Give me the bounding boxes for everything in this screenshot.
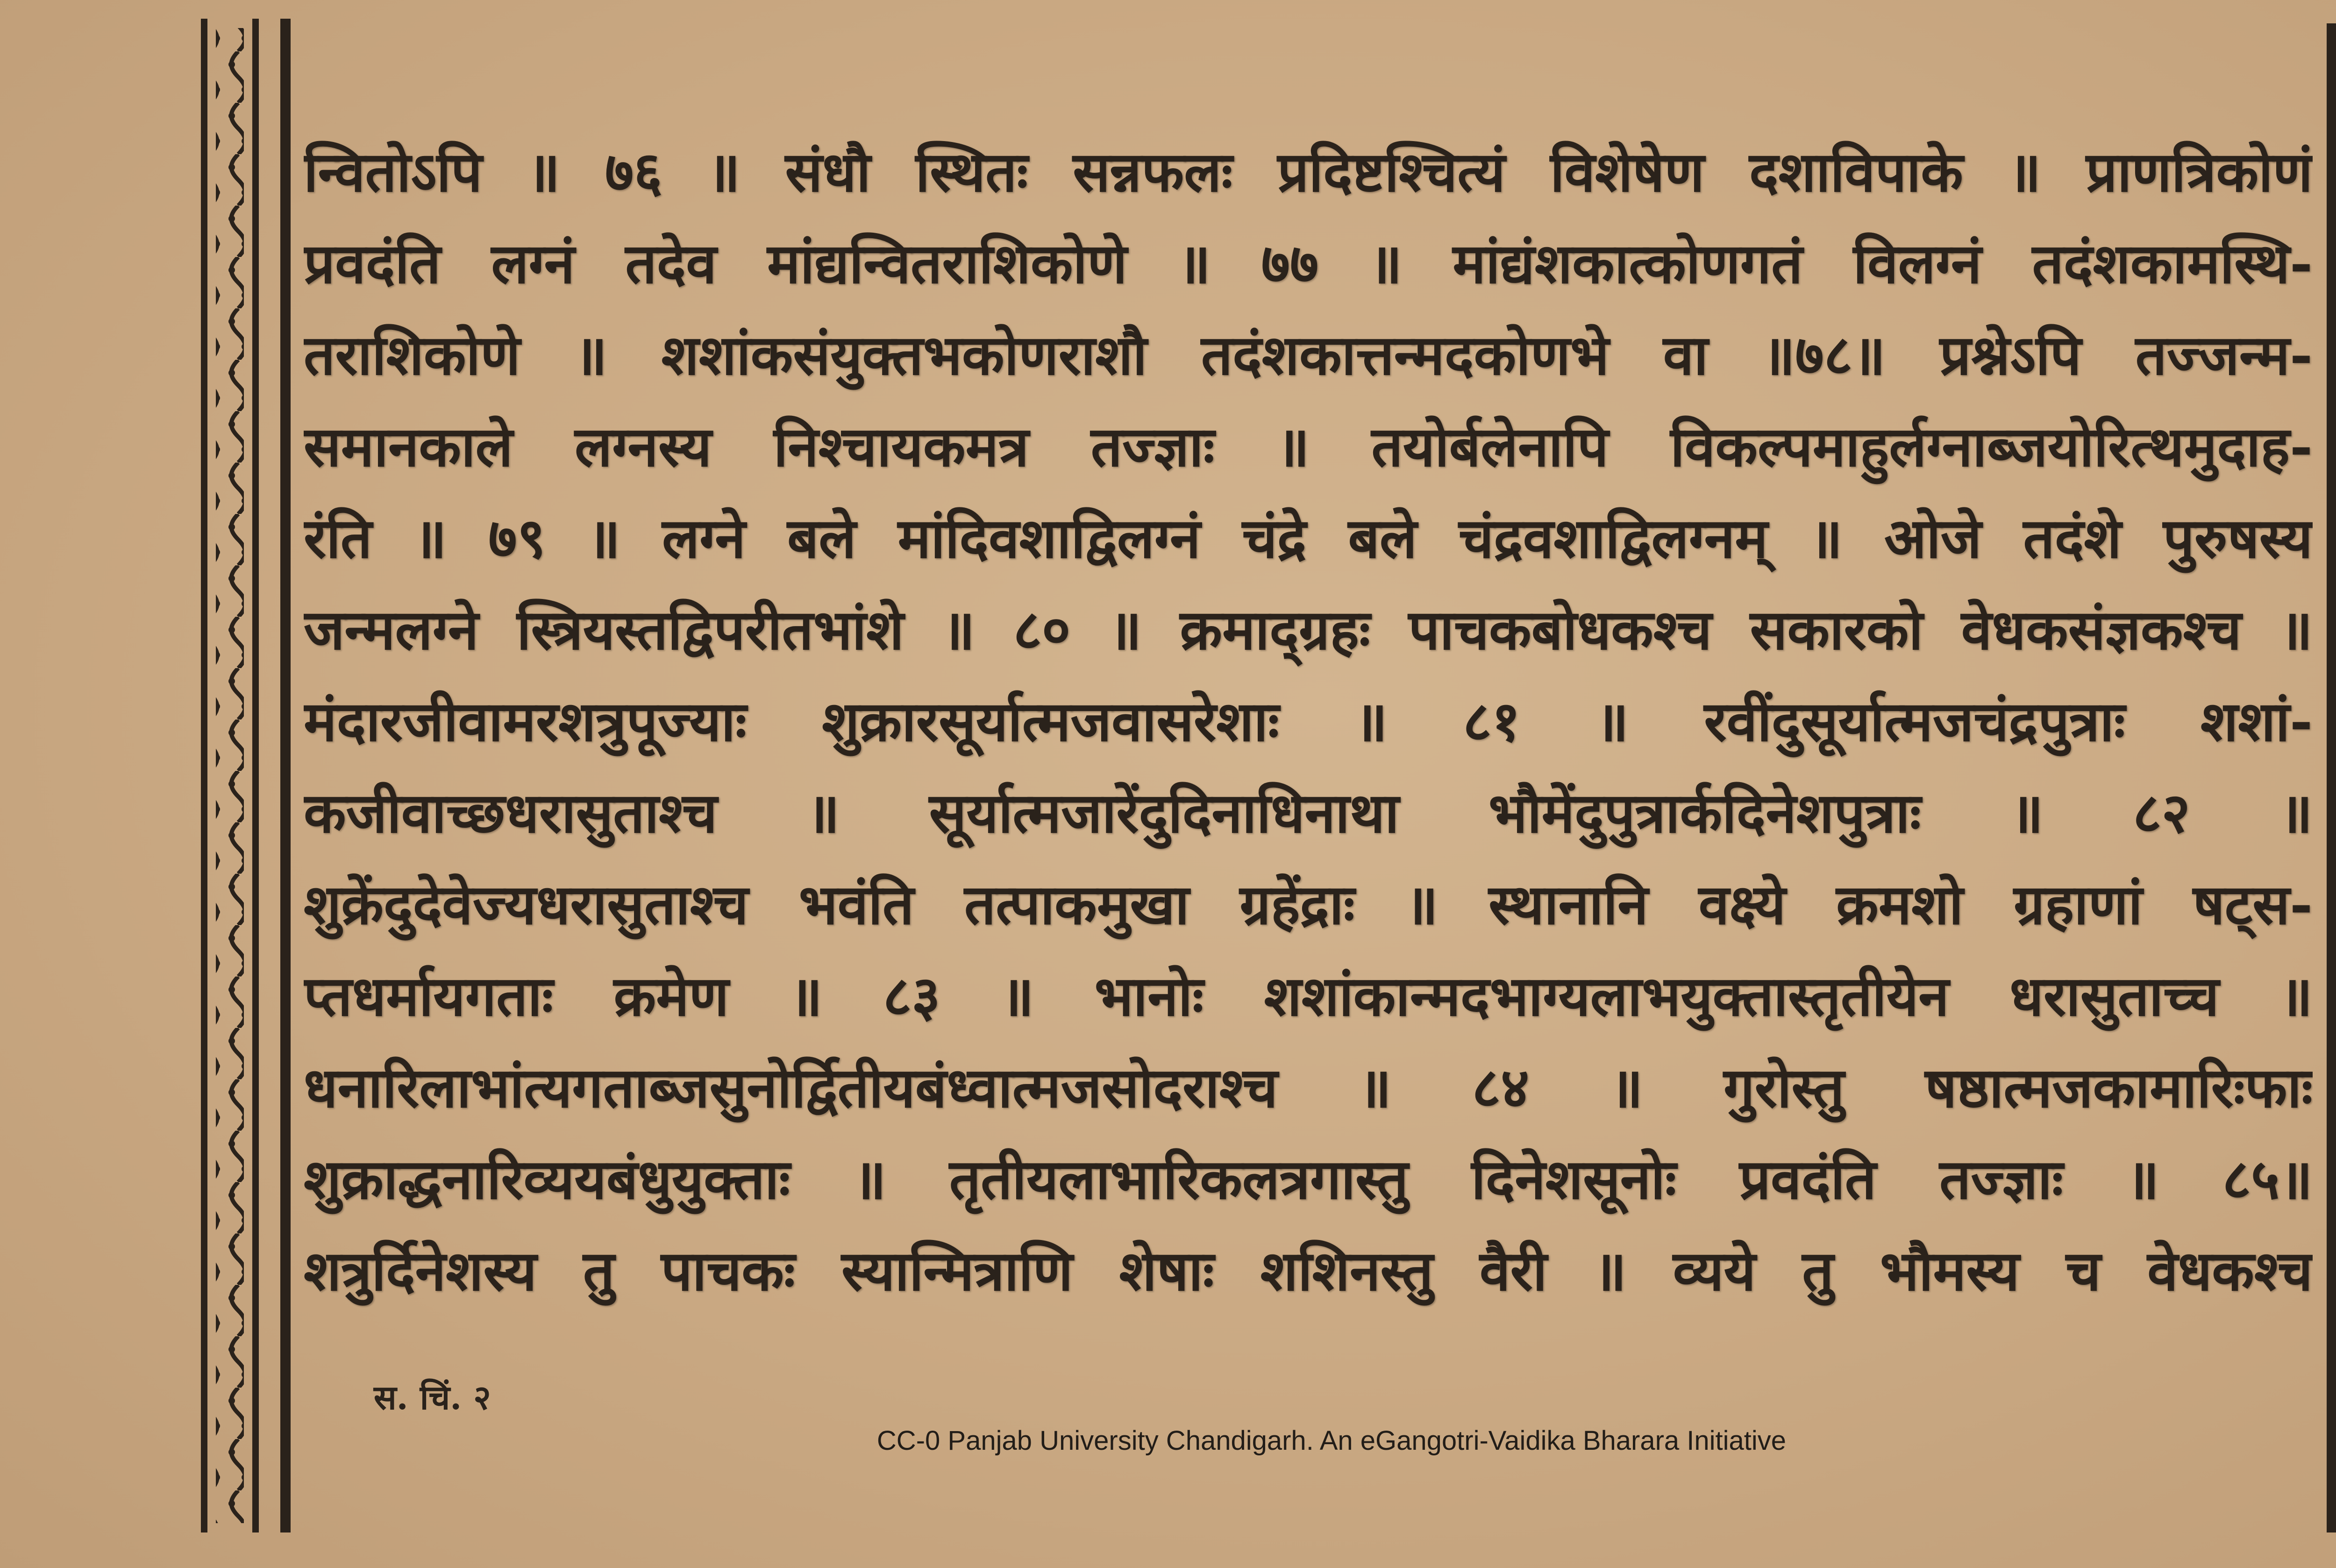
- sanskrit-text-block: [304, 126, 2313, 1317]
- text-line: समानकाले लग्नस्य निश्चायकमत्र तज्ज्ञाः ॥ तयोर्बलेनापि विकल्पमाहुर्लग्नाब्जयोरित्थमुदाह-: [304, 414, 2313, 479]
- text-line: शुक्रेंदुदेवेज्यधरासुताश्च भवंति तत्पाकमुखा ग्रहेंद्राः ॥ स्थानानि वक्ष्ये क्रमशो ग्रहाणां षट्स-: [304, 872, 2313, 937]
- text-line: रंति ॥ ७९ ॥ लग्ने बले मांदिवशाद्विलग्नं चंद्रे बले चंद्रवशाद्विलग्नम् ॥ ओजे तदंशे पुरुषस्य: [304, 506, 2313, 570]
- text-line: शुक्राद्धनारिव्ययबंधुयुक्ताः ॥ तृतीयलाभारिकलत्रगास्तु दिनेशसूनोः प्रवदंति तज्ज्ञाः ॥ ८५॥: [304, 1147, 2313, 1212]
- text-line: शत्रुर्दिनेशस्य तु पाचकः स्यान्मित्राणि शेषाः शशिनस्तु वैरी ॥ व्यये तु भौमस्य च वेधकश्च: [304, 1238, 2313, 1303]
- signature-mark: स. चिं. २: [374, 1377, 491, 1417]
- text-line: तराशिकोणे ॥ शशांकसंयुक्तभकोणराशौ तदंशकात्तन्मदकोणभे वा ॥७८॥ प्रश्नेऽपि तज्जन्म-: [304, 322, 2313, 387]
- footer-credit: CC-0 Panjab University Chandigarh. An eGangotri-Vaidika Bharara Initiative: [876, 1425, 1787, 1456]
- text-line: धनारिलाभांत्यगताब्जसुनोर्द्वितीयबंध्वात्मजसोदराश्च ॥ ८४ ॥ गुरोस्तु षष्ठात्मजकामारिःफाः: [304, 1055, 2313, 1120]
- right-border: [2327, 23, 2336, 1532]
- text-line: न्वितोऽपि ॥ ७६ ॥ संधौ स्थितः सन्नफलः प्रदिष्टश्चित्यं विशेषेण दशाविपाके ॥ प्राणत्रिकोणं: [304, 139, 2313, 204]
- text-line: जन्मलग्ने स्त्रियस्तद्विपरीतभांशे ॥ ८० ॥ क्रमाद्ग्रहः पाचकबोधकश्च सकारको वेधकसंज्ञकश्च ॥: [304, 597, 2313, 662]
- text-line: प्तधर्मायगताः क्रमेण ॥ ८३ ॥ भानोः शशांकान्मदभाग्यलाभयुक्तास्तृतीयेन धरासुताच्च ॥: [304, 963, 2313, 1028]
- text-line: प्रवदंति लग्नं तदेव मांद्यन्वितराशिकोणे ॥ ७७ ॥ मांद्यंशकात्कोणगतं विलग्नं तदंशकामस्थि-: [304, 231, 2313, 296]
- text-line: मंदारजीवामरशत्रुपूज्याः शुक्रारसूर्यात्मजवासरेशाः ॥ ८१ ॥ रवींदुसूर्यात्मजचंद्रपुत्राः शशां-: [304, 689, 2313, 754]
- text-line: कजीवाच्छधरासुताश्च ॥ सूर्यात्मजारेंदुदिनाधिनाथा भौमेंदुपुत्रार्कदिनेशपुत्राः ॥ ८२ ॥: [304, 780, 2313, 845]
- left-border: [201, 19, 291, 1532]
